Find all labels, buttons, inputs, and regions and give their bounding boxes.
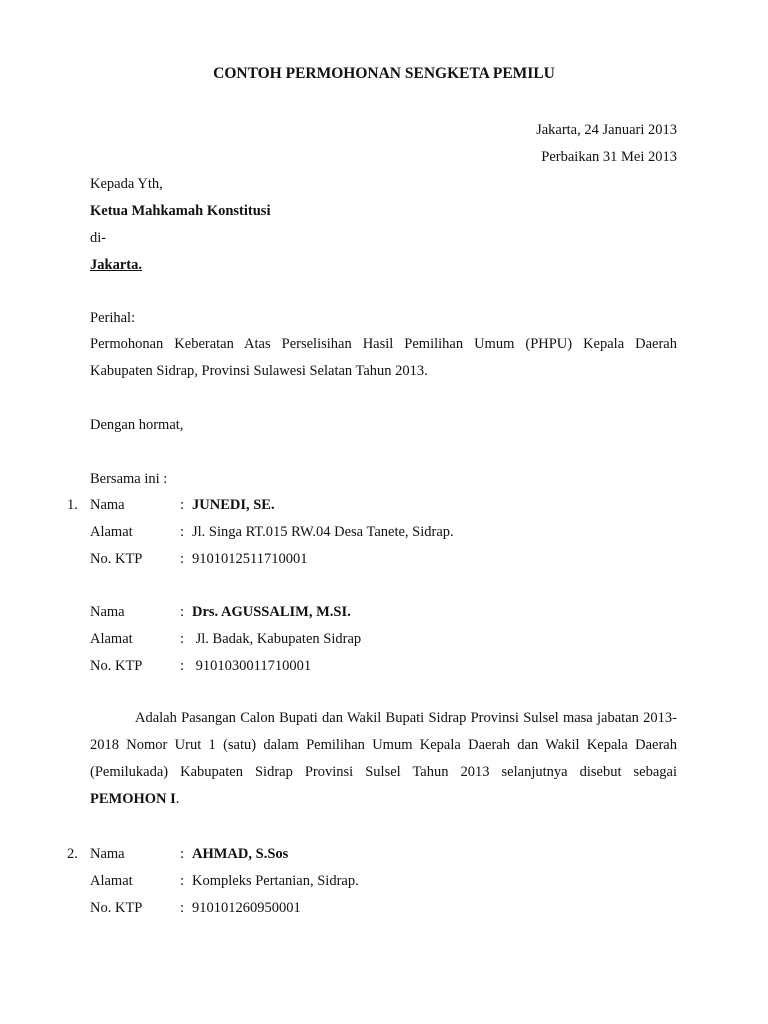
ktp-value: 910101260950001	[192, 900, 301, 916]
colon: :	[180, 631, 185, 647]
alamat-label: Alamat	[90, 524, 133, 540]
applicant-paragraph	[90, 705, 677, 813]
date-line: Jakarta, 24 Januari 2013	[536, 122, 677, 138]
ktp-value: 9101012511710001	[192, 551, 308, 567]
recipient-di: di-	[90, 230, 107, 246]
greeting: Dengan hormat,	[90, 417, 184, 433]
recipient-salutation: Kepada Yth,	[90, 176, 163, 192]
colon: :	[180, 497, 185, 513]
alamat-value: Jl. Singa RT.015 RW.04 Desa Tanete, Sidrap.	[192, 524, 454, 540]
subject-text: Permohonan Keberatan Atas Perselisihan Hasil Pemilihan Umum (PHPU) Kepala Daerah Kabupaten Sidrap, Provinsi Sulawesi Selatan Tahun 2013.	[90, 336, 677, 379]
alamat-value: Kompleks Pertanian, Sidrap.	[192, 873, 359, 889]
ktp-label: No. KTP	[90, 658, 143, 674]
revision-line: Perbaikan 31 Mei 2013	[541, 149, 677, 165]
nama-value: JUNEDI, SE.	[192, 497, 275, 513]
colon: :	[180, 551, 185, 567]
nama-value: AHMAD, S.Sos	[192, 846, 289, 862]
ktp-value: 9101030011710001	[192, 658, 312, 674]
recipient-name: Ketua Mahkamah Konstitusi	[90, 203, 271, 219]
alamat-label: Alamat	[90, 873, 133, 889]
colon: :	[180, 873, 185, 889]
paragraph-end: .	[175, 791, 180, 807]
alamat-value: Jl. Badak, Kabupaten Sidrap	[192, 631, 362, 647]
colon: :	[180, 658, 185, 674]
nama-label: Nama	[90, 497, 125, 513]
person-number: 1.	[67, 497, 78, 513]
paragraph-bold-term: PEMOHON I	[90, 791, 176, 807]
nama-value: Drs. AGUSSALIM, M.SI.	[192, 604, 351, 620]
colon: :	[180, 846, 185, 862]
recipient-city: Jakarta.	[90, 257, 142, 273]
nama-label: Nama	[90, 846, 125, 862]
document-title: CONTOH PERMOHONAN SENGKETA PEMILU	[213, 65, 555, 82]
ktp-label: No. KTP	[90, 900, 143, 916]
alamat-label: Alamat	[90, 631, 133, 647]
colon: :	[180, 604, 185, 620]
person-number: 2.	[67, 846, 78, 862]
subject-label: Perihal:	[90, 310, 136, 326]
paragraph-text: Adalah Pasangan Calon Bupati dan Wakil Bupati Sidrap Provinsi Sulsel masa jabatan 2013-2018 Nomor Urut 1 (satu) dalam Pemilihan Umum Kepala Daerah dan Wakil Kepala Daerah (Pemilukada) Kabupaten Sidrap Provinsi Sulsel Tahun 2013 selanjutnya disebut sebagai	[90, 710, 677, 780]
colon: :	[180, 524, 185, 540]
nama-label: Nama	[90, 604, 125, 620]
colon: :	[180, 900, 185, 916]
intro-text: Bersama ini :	[90, 471, 168, 487]
ktp-label: No. KTP	[90, 551, 143, 567]
